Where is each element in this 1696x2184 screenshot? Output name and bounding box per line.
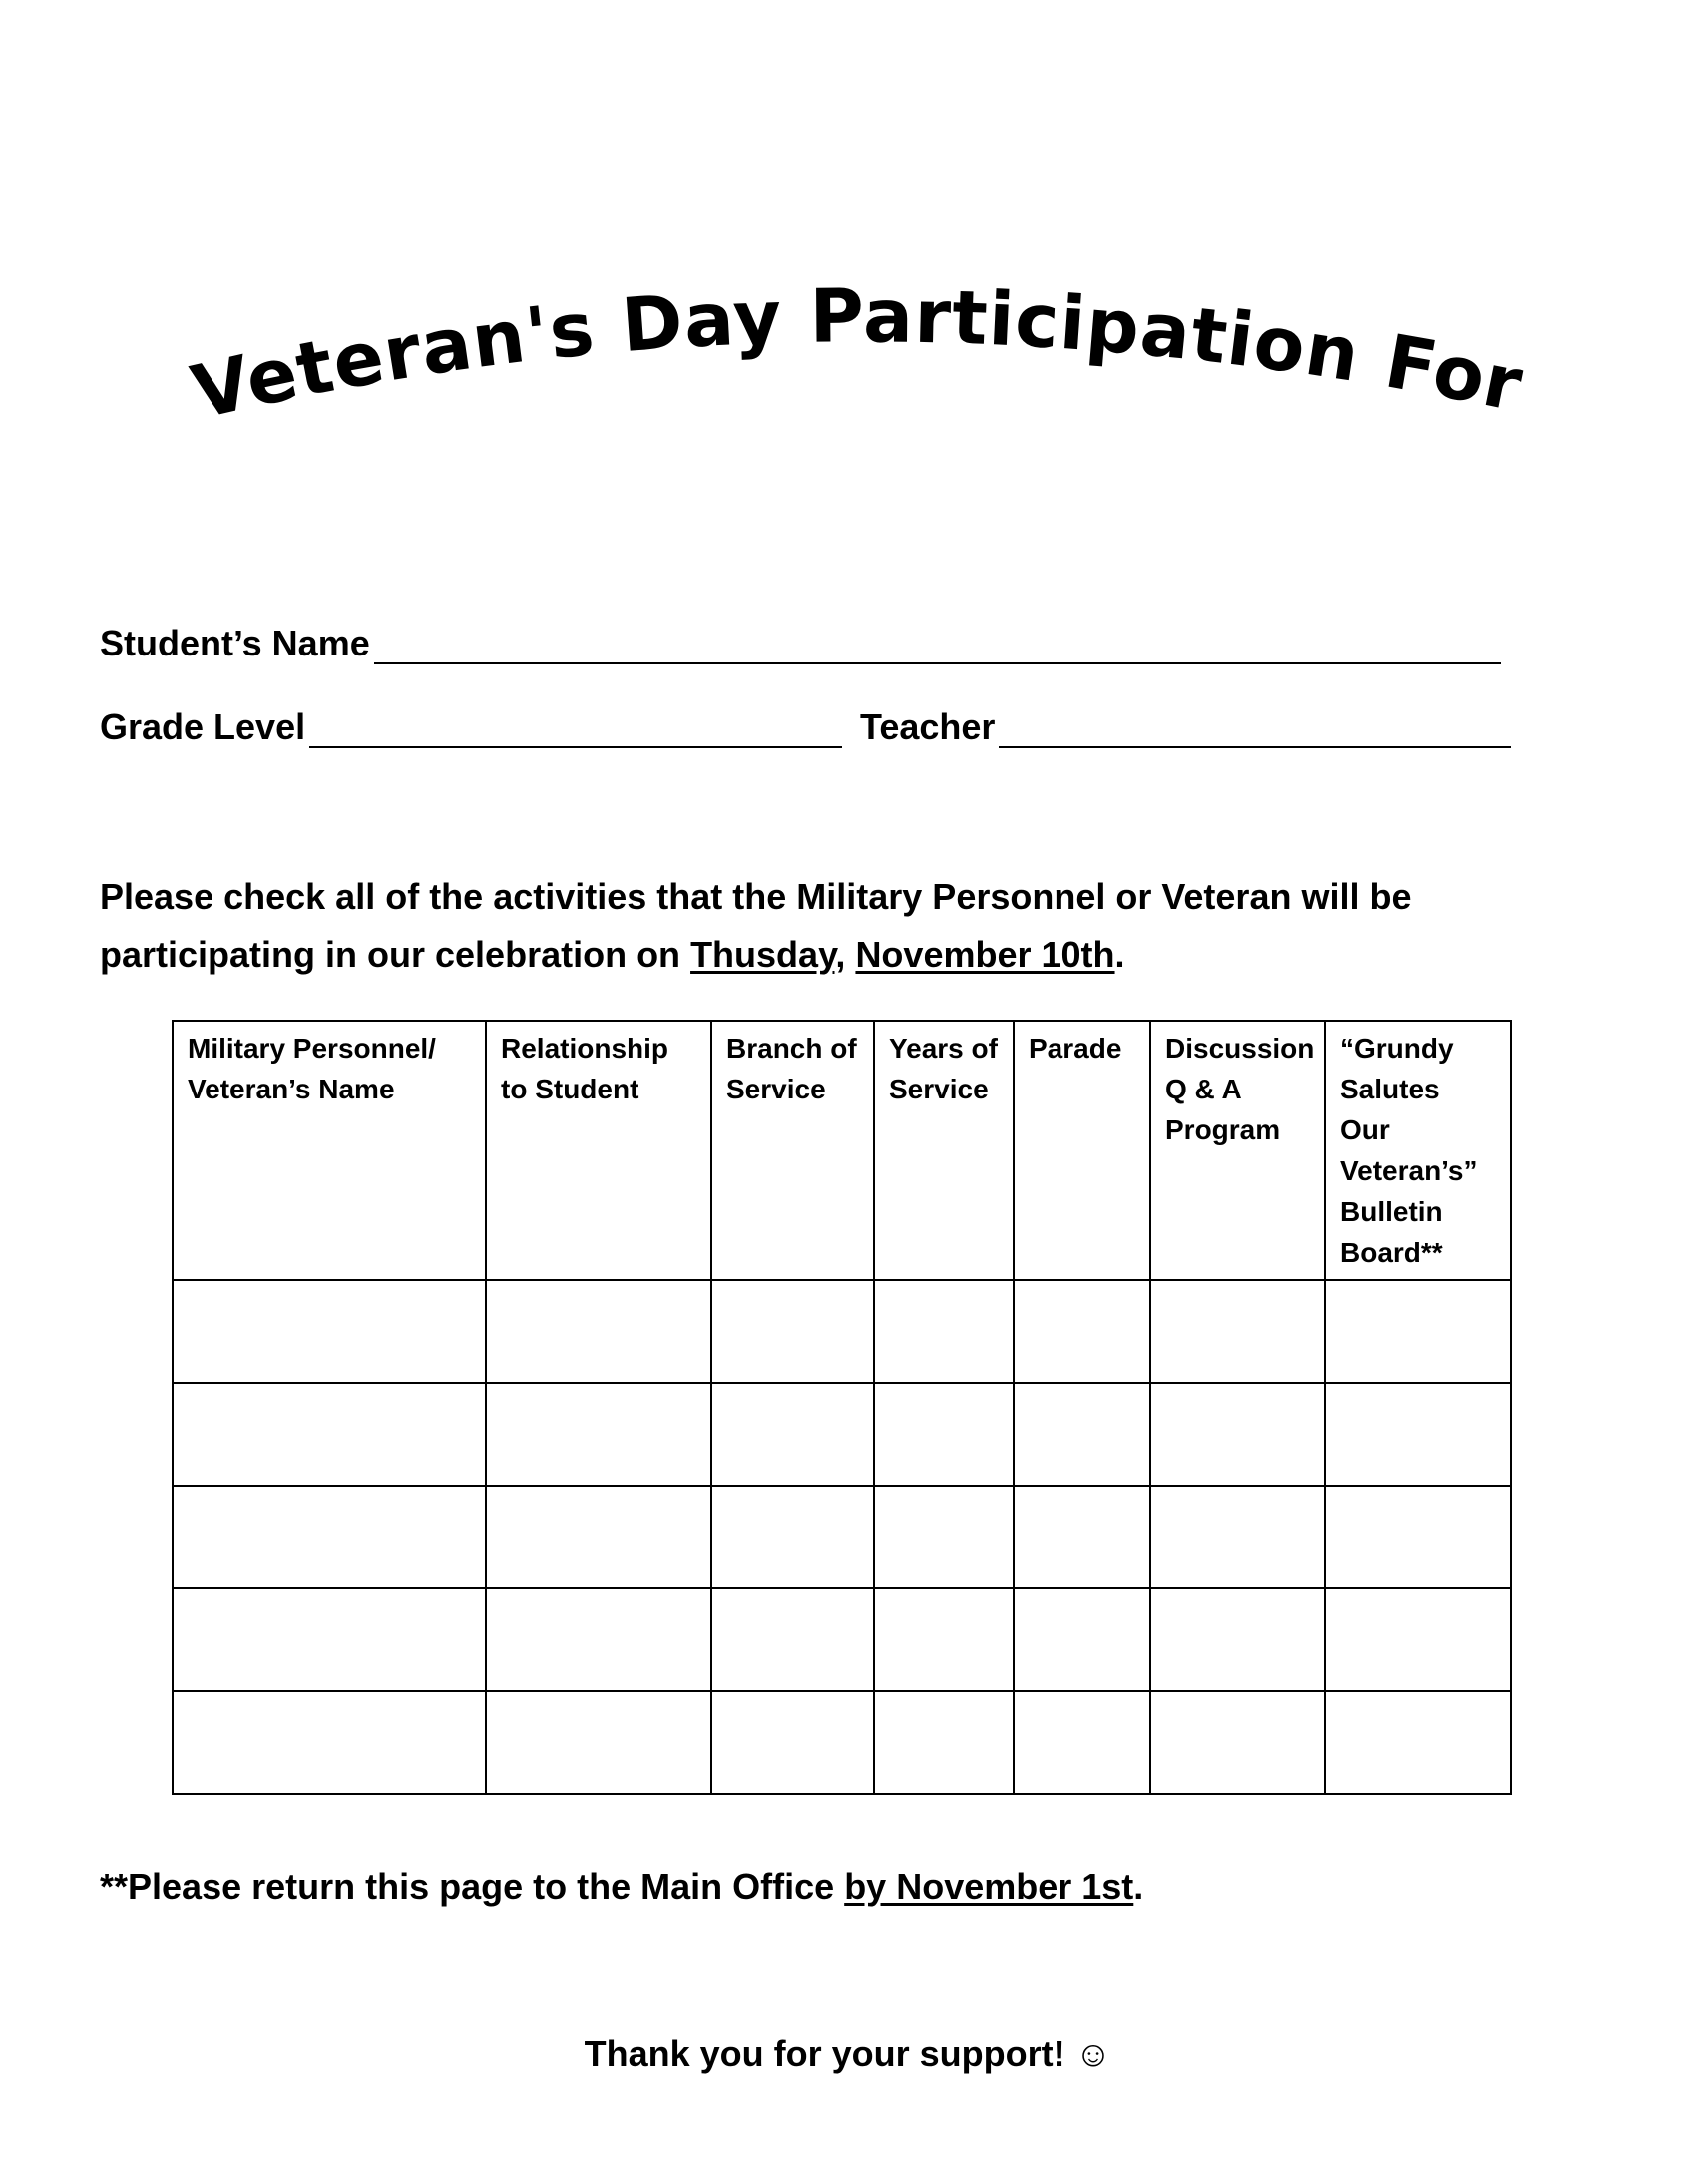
table-cell[interactable]: [486, 1383, 711, 1486]
table-cell[interactable]: [874, 1588, 1014, 1691]
table-header-row: [173, 1021, 1511, 1280]
table-cell[interactable]: [486, 1280, 711, 1383]
table-cell[interactable]: [173, 1588, 486, 1691]
instructions-paragraph: [100, 868, 1516, 984]
return-note-period: .: [1133, 1866, 1144, 1907]
grade-level-field[interactable]: [100, 706, 842, 748]
table-cell[interactable]: [1014, 1588, 1150, 1691]
student-name-label: Student’s Name: [100, 623, 370, 663]
table-body: [173, 1280, 1511, 1794]
event-date: November 10th: [855, 934, 1115, 975]
table-row: [173, 1588, 1511, 1691]
table-cell[interactable]: [711, 1383, 874, 1486]
table-cell[interactable]: [1014, 1383, 1150, 1486]
table-cell[interactable]: [711, 1691, 874, 1794]
table-cell[interactable]: [711, 1280, 874, 1383]
form-title-text: Veteran's Day Participation For: [184, 279, 1530, 437]
table-cell[interactable]: [486, 1588, 711, 1691]
table-cell[interactable]: [874, 1383, 1014, 1486]
table-cell[interactable]: [874, 1691, 1014, 1794]
form-title: [150, 279, 1546, 459]
header-discussion: Discussion Q & A Program: [1150, 1021, 1325, 1280]
table-cell[interactable]: [1150, 1383, 1325, 1486]
table-cell[interactable]: [1325, 1691, 1511, 1794]
table-cell[interactable]: [486, 1691, 711, 1794]
grade-level-blank[interactable]: [309, 712, 842, 748]
table-cell[interactable]: [1150, 1691, 1325, 1794]
student-name-blank[interactable]: [374, 629, 1501, 664]
grade-level-label: Grade Level: [100, 706, 306, 747]
table-row: [173, 1280, 1511, 1383]
teacher-blank[interactable]: [999, 712, 1511, 748]
instructions-period: .: [1114, 934, 1125, 975]
header-branch: Branch of Service: [711, 1021, 874, 1280]
table-cell[interactable]: [1014, 1691, 1150, 1794]
header-parade: Parade: [1014, 1021, 1150, 1280]
header-veteran-name: Military Personnel/ Veteran’s Name: [173, 1021, 486, 1280]
table-row: [173, 1691, 1511, 1794]
table-cell[interactable]: [173, 1383, 486, 1486]
header-years: Years of Service: [874, 1021, 1014, 1280]
return-note-text: **Please return this page to the Main Office: [100, 1866, 845, 1907]
return-note: [100, 1866, 1143, 1908]
table-row: [173, 1383, 1511, 1486]
table-cell[interactable]: [1150, 1588, 1325, 1691]
table-cell[interactable]: [173, 1691, 486, 1794]
table-cell[interactable]: [1150, 1280, 1325, 1383]
table-cell[interactable]: [711, 1486, 874, 1588]
table-cell[interactable]: [711, 1588, 874, 1691]
instructions-text: Please check all of the activities that the Military Personnel or Veteran will be participating in our celebration on: [100, 876, 1412, 975]
table-cell[interactable]: [173, 1280, 486, 1383]
teacher-field[interactable]: [860, 706, 1511, 748]
table-cell[interactable]: [1150, 1486, 1325, 1588]
table-cell[interactable]: [874, 1486, 1014, 1588]
table-cell[interactable]: [1325, 1280, 1511, 1383]
student-name-field[interactable]: [100, 623, 1501, 664]
header-relationship: Relationship to Student: [486, 1021, 711, 1280]
table-cell[interactable]: [1014, 1280, 1150, 1383]
event-day: Thusday,: [690, 934, 846, 975]
return-deadline: by November 1st: [844, 1866, 1134, 1907]
table-cell[interactable]: [1325, 1486, 1511, 1588]
table-cell[interactable]: [1325, 1383, 1511, 1486]
table-cell[interactable]: [1325, 1588, 1511, 1691]
teacher-label: Teacher: [860, 706, 996, 747]
thank-you-message: Thank you for your support! ☺: [584, 2033, 1112, 2074]
table-row: [173, 1486, 1511, 1588]
participation-table: [172, 1020, 1512, 1795]
table-cell[interactable]: [486, 1486, 711, 1588]
header-bulletin-board: “Grundy Salutes Our Veteran’s” Bulletin Board**: [1325, 1021, 1511, 1280]
table-cell[interactable]: [173, 1486, 486, 1588]
table-cell[interactable]: [1014, 1486, 1150, 1588]
table-cell[interactable]: [874, 1280, 1014, 1383]
